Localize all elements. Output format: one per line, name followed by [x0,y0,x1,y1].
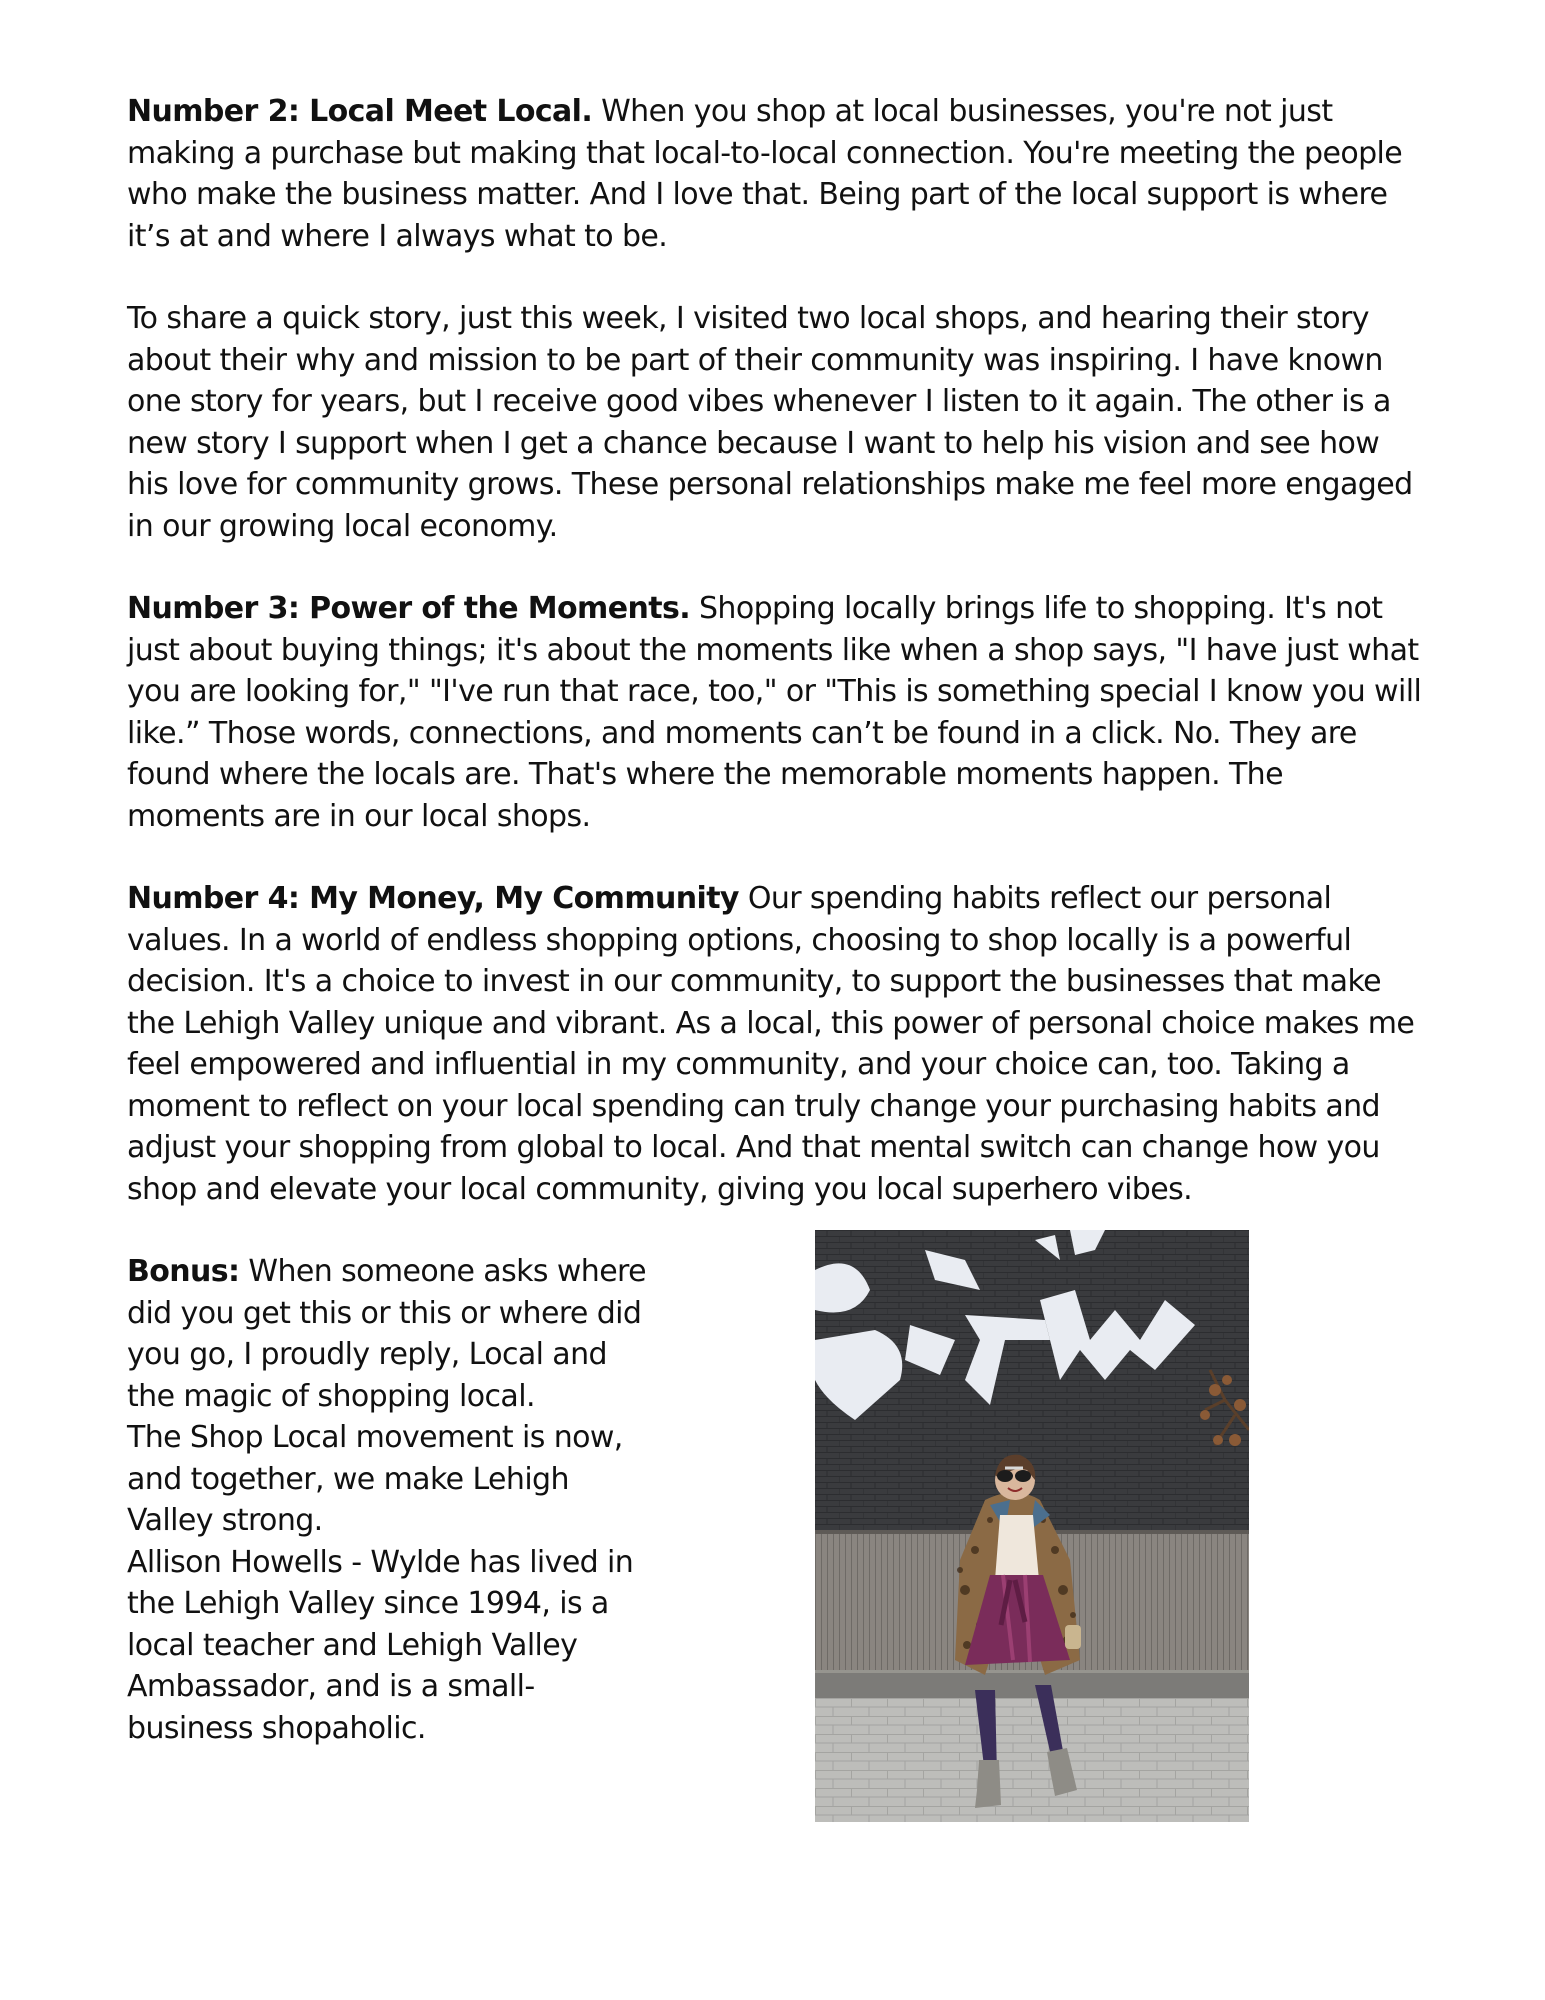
section-text: To share a quick story, just this week, I visited two local shops, and hearing their story about their why and mission to be part of their community was inspiring. I have known one story for years, but I receive good vibes whenever I listen to it again. The other is a new story I support when I get a chance because I want to help his vision and see how his love for community grows. These personal relationships make me feel more engaged in our growing local economy. [127,301,1413,544]
bonus-section [127,1251,647,1749]
section-number-4 [127,878,1427,1210]
photo-woman-mural [815,1230,1249,1822]
bonus-shop-local: The Shop Local movement is now, and together, we make Lehigh Valley strong. [127,1420,623,1538]
bonus-heading: Bonus: [127,1254,240,1289]
author-bio: Allison Howells - Wylde has lived in the Lehigh Valley since 1994, is a local teacher and Lehigh Valley Ambassador, and is a small-business shopaholic. [127,1544,634,1746]
section-text: Our spending habits reflect our personal values. In a world of endless shopping options, choosing to shop locally is a powerful decision. It's a choice to invest in our community, to support the businesses that make the Lehigh Valley unique and vibrant. As a local, this power of personal choice makes me feel empowered and influential in my community, and your choice can, too. Taking a moment to reflect on your local spending can truly change your purchasing habits and adjust your shopping from global to local. And that mental switch can change how you shop and elevate your local community, giving you local superhero vibes. [127,881,1415,1207]
article-body [127,91,1427,1251]
bonus-text: When someone asks where did you get this or this or where did you go, I proudly reply, Local and the magic of shopping local. [127,1254,646,1414]
section-number-3 [127,588,1427,837]
section-heading: Number 4: My Money, My Community [127,881,739,916]
section-text: When you shop at local businesses, you're not just making a purchase but making that local-to-local connection. You're meeting the people who make the business matter. And I love that. Being part of the local support is where it’s at and where I always what to be. [127,94,1403,254]
bonus-paragraph [127,1251,647,1417]
section-text: Shopping locally brings life to shopping. It's not just about buying things; it's about the moments like when a shop says, "I have just what you are looking for," "I've run that race, too," or "This is something special I know you will like.” Those words, connections, and moments can’t be found in a click. No. They are found where the locals are. That's where the memorable moments happen. The moments are in our local shops. [127,591,1422,834]
photo-illustration [815,1230,1249,1822]
section-heading: Number 3: Power of the Moments. [127,591,691,626]
section-number-2 [127,91,1427,257]
section-story [127,298,1427,547]
section-heading: Number 2: Local Meet Local. [127,94,593,129]
